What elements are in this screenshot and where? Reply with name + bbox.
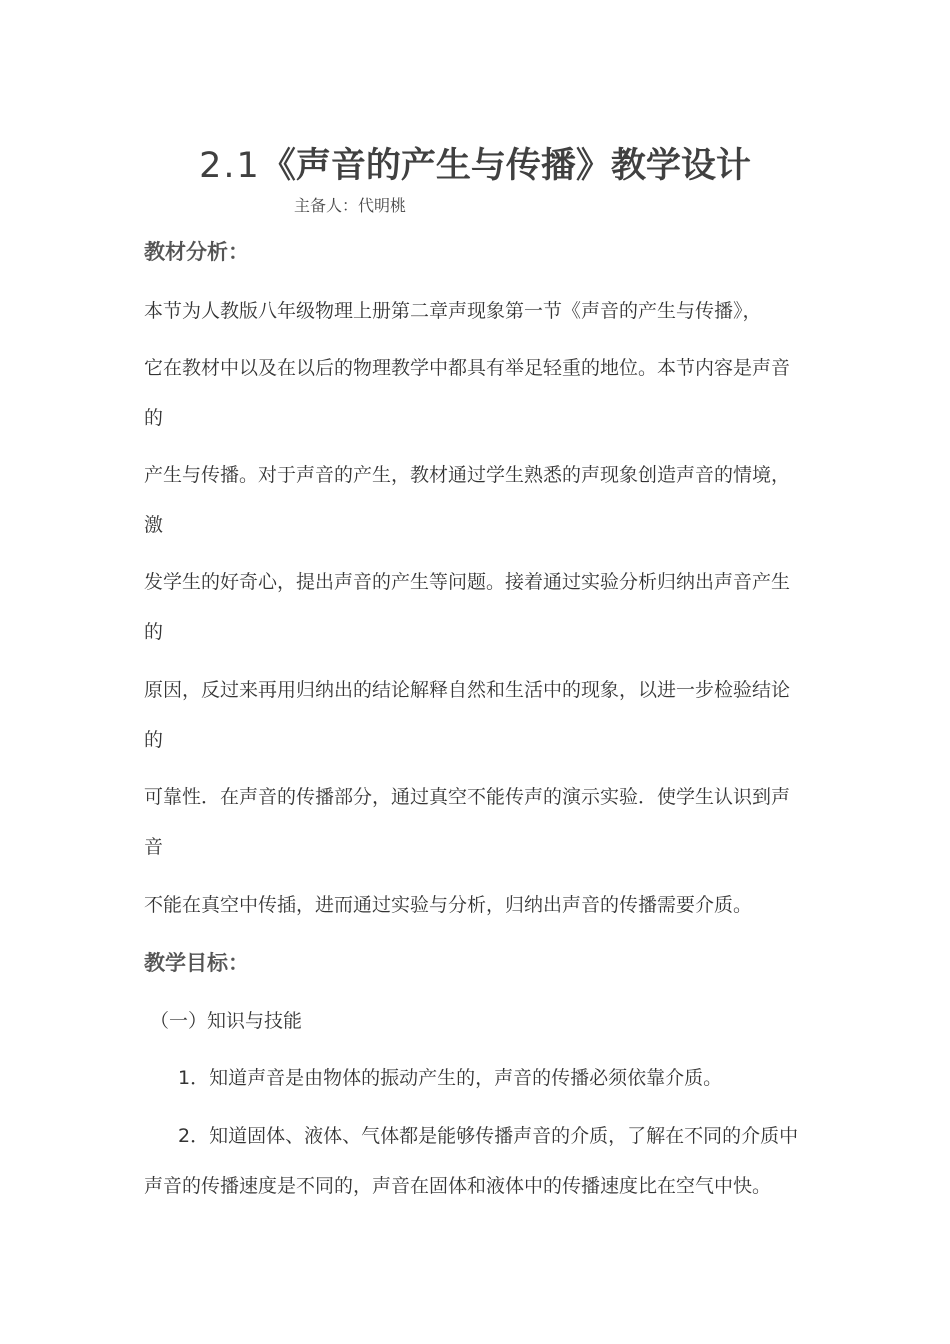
analysis-line: 产生与传播。对于声音的产生，教材通过学生熟悉的声现象创造声音的情境， — [144, 464, 791, 486]
analysis-line: 音 — [144, 836, 164, 858]
objective-item-2: 2．知道固体、液体、气体都是能够传播声音的介质，了解在不同的介质中 — [178, 1125, 799, 1147]
analysis-line: 它在教材中以及在以后的物理教学中都具有举足轻重的地位。本节内容是声音 — [144, 357, 791, 379]
section-heading-objectives: 教学目标： — [144, 951, 249, 975]
title-text: 《声音的产生与传播》教学设计 — [260, 146, 751, 186]
analysis-line: 发学生的好奇心，提出声音的产生等问题。接着通过实验分析归纳出声音产生 — [144, 571, 791, 593]
analysis-line: 不能在真空中传插，进而通过实验与分析，归纳出声音的传播需要介质。 — [144, 894, 753, 916]
document-title — [0, 138, 950, 188]
objective-item-2-continuation: 声音的传播速度是不同的，声音在固体和液体中的传播速度比在空气中快。 — [144, 1175, 772, 1197]
analysis-line: 可靠性．在声音的传播部分，通过真空不能传声的演示实验．使学生认识到声 — [144, 786, 791, 808]
analysis-line: 本节为人教版八年级物理上册第二章声现象第一节《声音的产生与传播》， — [144, 300, 762, 322]
objective-item-1: 1．知道声音是由物体的振动产生的，声音的传播必须依靠介质。 — [178, 1067, 723, 1089]
analysis-line: 的 — [144, 621, 164, 643]
objectives-subheading: （一）知识与技能 — [150, 1010, 303, 1032]
analysis-line: 的 — [144, 729, 164, 751]
analysis-line: 原因，反过来再用归纳出的结论解释自然和生活中的现象，以进一步检验结论 — [144, 679, 791, 701]
author-line: 主备人：代明桃 — [294, 196, 407, 215]
analysis-line: 的 — [144, 407, 164, 429]
section-heading-analysis: 教材分析： — [144, 240, 249, 264]
analysis-line: 激 — [144, 514, 164, 536]
title-number: 2.1 — [199, 146, 261, 186]
